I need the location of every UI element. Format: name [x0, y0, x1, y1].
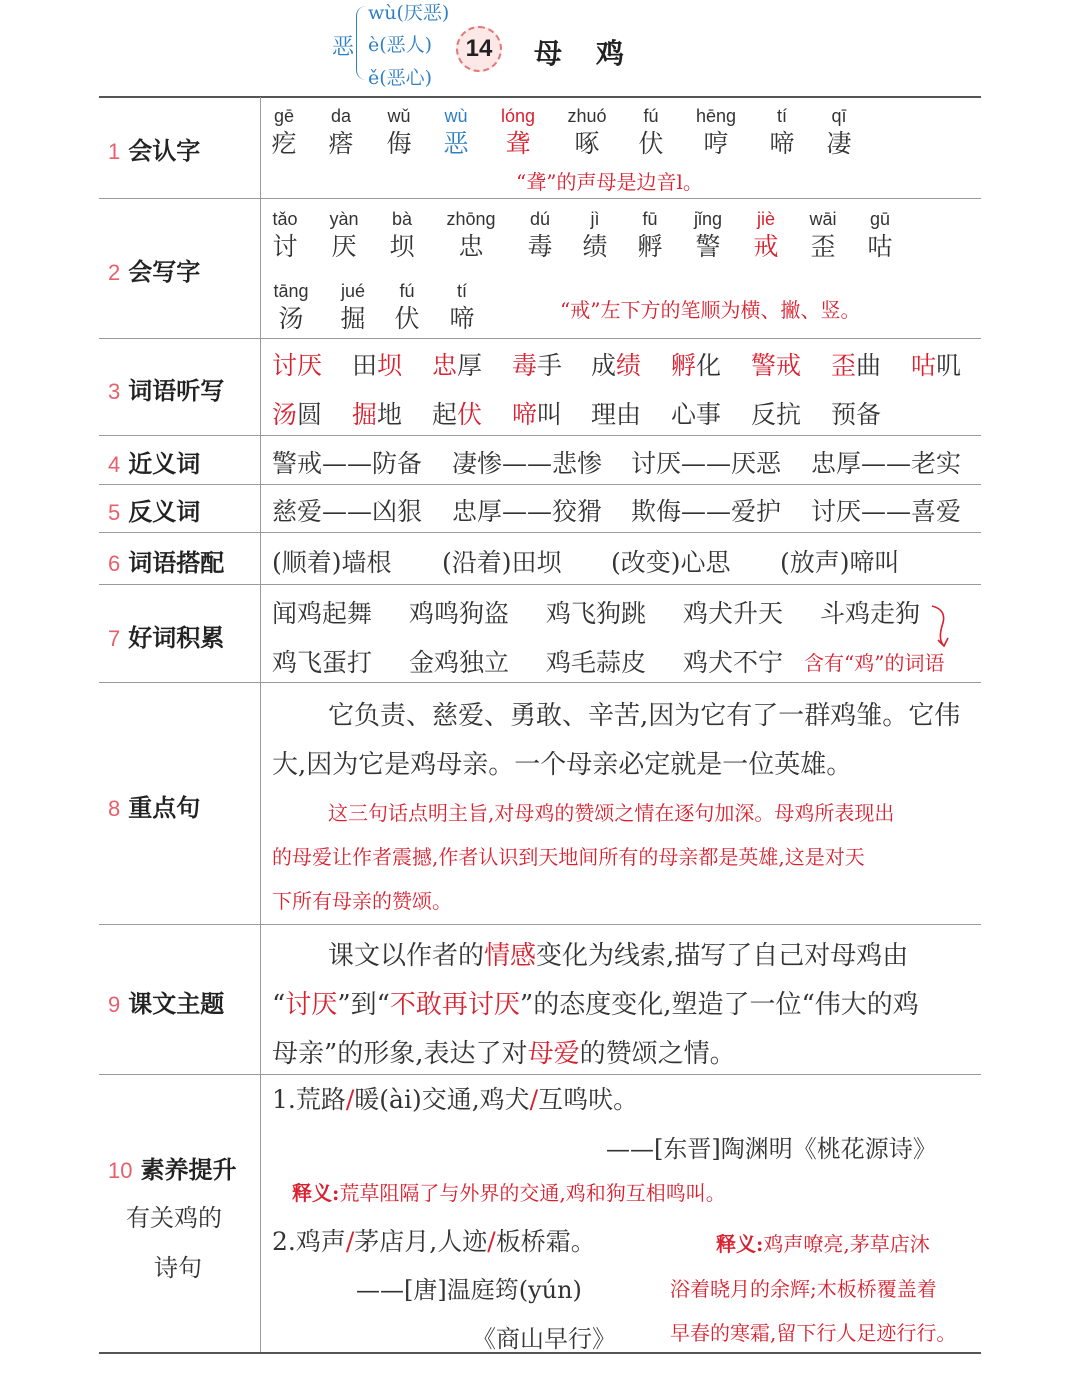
row-divider [99, 924, 981, 925]
recognize-note: “聋”的声母是边音l。 [516, 170, 703, 194]
pinyin-char: da 瘩 [328, 106, 354, 158]
antonym-pair: 慈爱——凶狠 [272, 497, 423, 526]
row-divider [99, 682, 981, 683]
pinyin-char-highlight: wù 恶 [443, 106, 469, 158]
section-number: 8 [108, 796, 121, 821]
row-divider [99, 484, 981, 485]
section-2-label [108, 252, 200, 287]
collocation: (沿着)田坝 [442, 548, 562, 577]
poem-1-meaning: 释义:荒草阻隔了与外界的交通,鸡和狗互相鸣叫。 [292, 1181, 726, 1205]
pinyin-char: wāi 歪 [809, 209, 837, 261]
row-divider [99, 338, 981, 339]
poem-2-meaning-1: 释义:鸡声嘹亮,茅草店沐 [716, 1232, 930, 1256]
poly-reading-1: wù(厌恶) [368, 2, 450, 24]
poly-reading-3: ě(恶心) [368, 67, 433, 89]
pinyin-char: gē 疙 [271, 106, 297, 158]
key-sentence-note-3: 下所有母亲的赞颂。 [272, 889, 452, 913]
idiom: 鸡毛蒜皮 [546, 648, 647, 677]
antonym-pair: 欺侮——爱护 [631, 497, 782, 526]
section-number: 10 [108, 1158, 133, 1183]
dictation-word: 田坝 [352, 351, 403, 380]
good-words-note: 含有“鸡”的词语 [804, 651, 945, 675]
curved-arrow-icon [928, 600, 958, 650]
row-divider [99, 584, 981, 585]
section-title: 重点句 [128, 794, 201, 822]
poem-2-source-author: ——[唐]温庭筠(yún) [356, 1276, 582, 1304]
synonym-pair: 凄惨——悲惨 [452, 449, 603, 478]
dictation-word: 毒手 [512, 351, 563, 380]
pinyin-char: zhuó 啄 [567, 106, 607, 158]
dictation-word: 成绩 [591, 351, 642, 380]
dictation-word: 啼叫 [512, 400, 563, 429]
dictation-word: 起伏 [432, 400, 483, 429]
idiom: 斗鸡走狗 [820, 599, 921, 628]
section-title: 会写字 [128, 258, 201, 286]
section-title: 会认字 [128, 137, 201, 165]
idiom: 鸡犬升天 [683, 599, 784, 628]
pinyin-char: gū 咕 [867, 209, 893, 261]
section-5-label [108, 492, 200, 527]
theme-line-3: 母亲”的形象,表达了对母爱的赞颂之情。 [272, 1039, 736, 1069]
section-number: 5 [108, 500, 121, 525]
section-10-subtitle-2: 诗句 [154, 1254, 202, 1282]
key-sentence-line-1: 它负责、慈爱、勇敢、辛苦,因为它有了一群鸡雏。它伟 [328, 701, 961, 731]
row-divider [99, 435, 981, 436]
pinyin-char-highlight: lóng 聋 [500, 106, 536, 158]
dictation-word: 掘地 [352, 400, 403, 429]
section-number: 4 [108, 452, 121, 477]
brace [356, 6, 368, 80]
key-sentence-note-2: 的母爱让作者震撼,作者认识到天地间所有的母亲都是英雄,这是对天 [272, 845, 865, 869]
section-title: 近义词 [128, 450, 201, 478]
dictation-word: 忠厚 [432, 351, 483, 380]
synonym-pair: 忠厚——老实 [811, 449, 962, 478]
theme-line-1: 课文以作者的情感变化为线索,描写了自己对母鸡由 [328, 941, 909, 971]
section-10-label [108, 1150, 236, 1185]
pinyin-char: bà 坝 [389, 209, 415, 261]
key-sentence-note-1: 这三句话点明主旨,对母鸡的赞颂之情在逐句加深。母鸡所表现出 [328, 801, 895, 825]
pinyin-char: tǎo 讨 [272, 209, 298, 261]
lesson-number-badge: 14 [456, 26, 502, 72]
section-number: 3 [108, 379, 121, 404]
pinyin-char: tāng 汤 [273, 281, 309, 333]
section-number: 2 [108, 260, 121, 285]
row-divider [99, 198, 981, 199]
idiom: 闻鸡起舞 [272, 599, 373, 628]
section-8-label [108, 788, 200, 823]
dictation-word: 咕叽 [911, 351, 962, 380]
antonym-pair: 忠厚——狡猾 [452, 497, 603, 526]
section-3-label [108, 371, 224, 406]
idiom: 金鸡独立 [409, 648, 510, 677]
section-number: 9 [108, 992, 121, 1017]
synonym-pair: 警戒——防备 [272, 449, 423, 478]
section-title: 词语搭配 [128, 549, 225, 577]
idiom: 鸡飞狗跳 [546, 599, 647, 628]
pinyin-char: jué 掘 [340, 281, 366, 333]
row-divider [99, 1074, 981, 1075]
poem-2-source-title: 《商山早行》 [472, 1325, 616, 1353]
pinyin-char-highlight: jiè 戒 [753, 209, 779, 261]
section-title: 词语听写 [128, 377, 225, 405]
dictation-word: 歪曲 [831, 351, 882, 380]
dictation-word: 孵化 [671, 351, 722, 380]
section-7-label [108, 618, 224, 653]
table-top-border [99, 96, 981, 98]
idiom: 鸡飞蛋打 [272, 648, 373, 677]
pinyin-char: zhōng 忠 [446, 209, 496, 261]
poem-1-line: 1.荒路/暖(ài)交通,鸡犬/互鸣吠。 [272, 1085, 639, 1114]
dictation-word: 预备 [831, 400, 882, 429]
pinyin-char: fū 孵 [637, 209, 663, 261]
lesson-title: 母鸡 [534, 37, 659, 70]
dictation-word: 讨厌 [272, 351, 323, 380]
pinyin-char: fú 伏 [394, 281, 420, 333]
pinyin-char: fú 伏 [638, 106, 664, 158]
section-1-label [108, 131, 200, 166]
dictation-word: 警戒 [751, 351, 802, 380]
synonym-pair: 讨厌——厌恶 [631, 449, 782, 478]
pinyin-char: wǔ 侮 [386, 106, 412, 158]
section-number: 1 [108, 139, 121, 164]
theme-line-2: “讨厌”到“不敢再讨厌”的态度变化,塑造了一位“伟大的鸡 [272, 990, 919, 1020]
section-9-label [108, 984, 224, 1019]
pinyin-char: hēng 哼 [695, 106, 737, 158]
collocation: (放声)啼叫 [780, 548, 900, 577]
pinyin-char: tí 啼 [769, 106, 795, 158]
collocation: (改变)心思 [611, 548, 731, 577]
poem-2-meaning-3: 早春的寒霜,留下行人足迹行行。 [670, 1321, 957, 1345]
section-number: 7 [108, 626, 121, 651]
section-title: 好词积累 [128, 624, 225, 652]
key-sentence-line-2: 大,因为它是鸡母亲。一个母亲必定就是一位英雄。 [272, 750, 853, 780]
pinyin-char: dú 毒 [527, 209, 553, 261]
section-6-label [108, 543, 224, 578]
poem-2-meaning-2: 浴着晓月的余辉;木板桥覆盖着 [670, 1277, 937, 1301]
pinyin-char: jì 绩 [582, 209, 608, 261]
poem-1-source: ——[东晋]陶渊明《桃花源诗》 [606, 1135, 937, 1163]
pinyin-char: qī 凄 [826, 106, 852, 158]
write-note: “戒”左下方的笔顺为横、撇、竖。 [560, 298, 861, 322]
dictation-word: 理由 [591, 400, 642, 429]
dictation-word: 反抗 [751, 400, 802, 429]
section-number: 6 [108, 551, 121, 576]
dictation-word: 心事 [671, 400, 722, 429]
dictation-word: 汤圆 [272, 400, 323, 429]
idiom: 鸡鸣狗盗 [409, 599, 510, 628]
row-divider [99, 532, 981, 533]
polyphonic-char: 恶 [332, 35, 355, 60]
poem-2-line: 2.鸡声/茅店月,人迹/板桥霜。 [272, 1227, 596, 1256]
pinyin-char: jǐng 警 [693, 209, 723, 261]
section-title: 课文主题 [128, 990, 225, 1018]
section-10-subtitle-1: 有关鸡的 [126, 1204, 222, 1232]
idiom: 鸡犬不宁 [683, 648, 784, 677]
pinyin-char: yàn 厌 [329, 209, 359, 261]
pinyin-char: tí 啼 [449, 281, 475, 333]
section-4-label [108, 444, 200, 479]
antonym-pair: 讨厌——喜爱 [811, 497, 962, 526]
poly-reading-2: è(恶人) [368, 34, 433, 56]
collocation: (顺着)墙根 [272, 548, 392, 577]
section-title: 反义词 [128, 498, 201, 526]
section-title: 素养提升 [140, 1156, 237, 1184]
